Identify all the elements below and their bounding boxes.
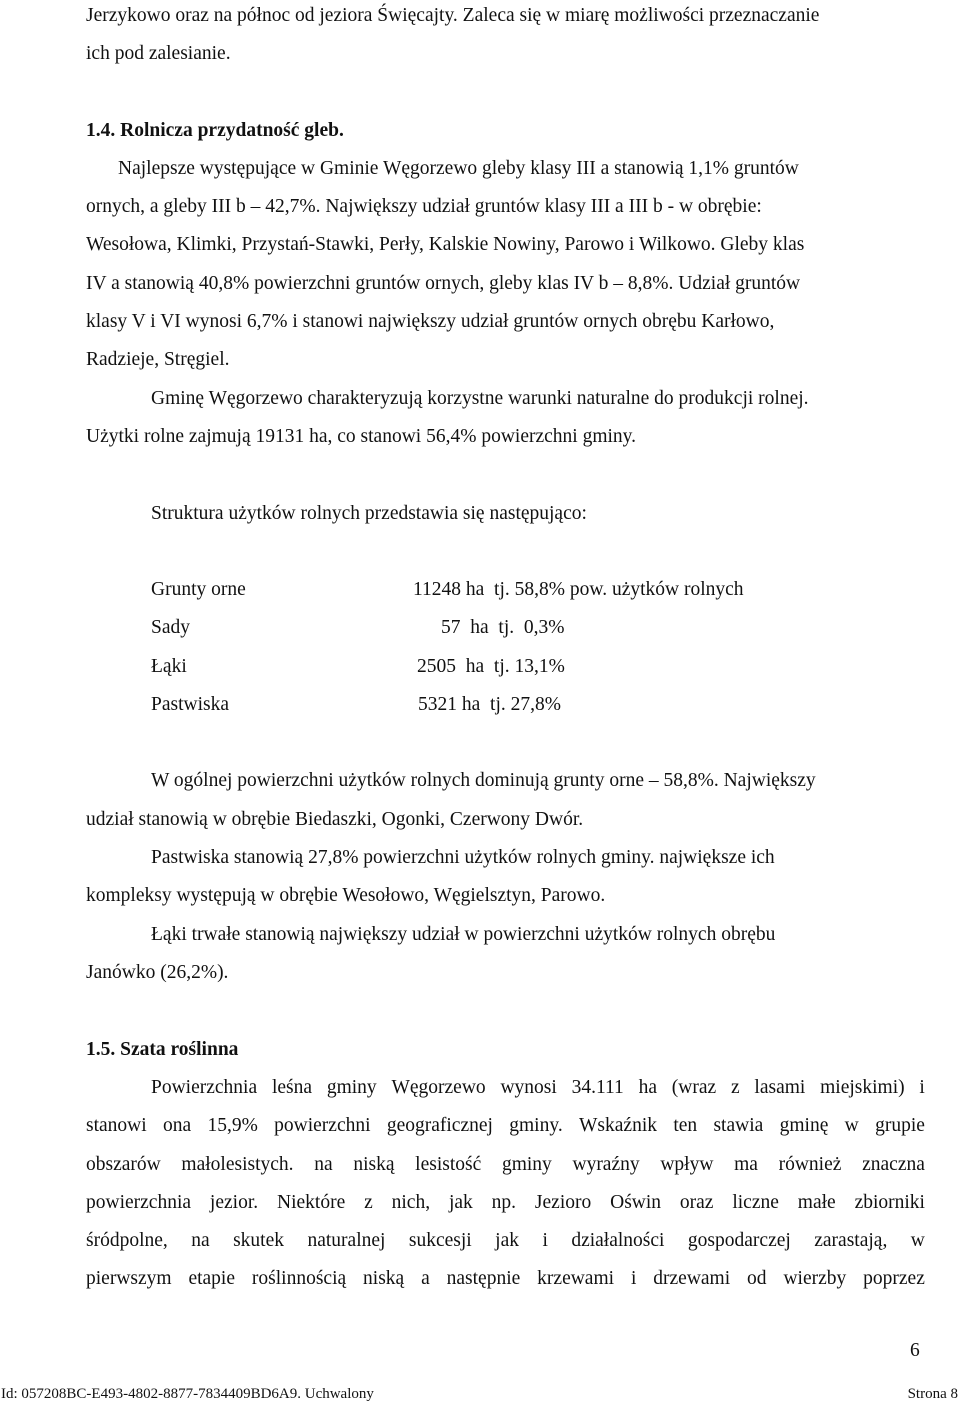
word: i bbox=[919, 1077, 925, 1098]
table-row-value: 5321 ha tj. 27,8% bbox=[418, 694, 561, 715]
word: ona bbox=[162, 1115, 192, 1136]
word: oraz bbox=[679, 1192, 714, 1213]
justified-line bbox=[86, 1267, 925, 1291]
word: lasami bbox=[754, 1077, 806, 1098]
word: gminy bbox=[326, 1077, 377, 1098]
table-row-value: 2505 ha tj. 13,1% bbox=[417, 656, 565, 677]
word: skutek bbox=[233, 1230, 285, 1251]
word: śródpolne, bbox=[86, 1230, 168, 1251]
table-row-name: Łąki bbox=[151, 656, 187, 677]
word: następnie bbox=[446, 1268, 521, 1289]
word: zarastają, bbox=[814, 1230, 888, 1251]
word: wpływ bbox=[660, 1154, 714, 1175]
justified-line bbox=[86, 1153, 925, 1177]
word: wynosi bbox=[500, 1077, 557, 1098]
section-heading: 1.5. Szata roślinna bbox=[86, 1039, 239, 1060]
word: nich, bbox=[391, 1192, 431, 1213]
text-line: ich pod zalesianie. bbox=[86, 43, 231, 64]
word: sukcesji bbox=[408, 1230, 472, 1251]
word: z bbox=[730, 1077, 740, 1098]
word: Jezioro bbox=[534, 1192, 592, 1213]
word: wierzby bbox=[783, 1268, 847, 1289]
text-line: Jerzykowo oraz na północ od jeziora Święcajty. Zaleca się w miarę możliwości przeznaczanie bbox=[86, 5, 820, 26]
word: niską bbox=[363, 1268, 405, 1289]
word: grupie bbox=[875, 1115, 925, 1136]
word: obszarów bbox=[86, 1154, 161, 1175]
word: stawia bbox=[713, 1115, 764, 1136]
word: np. bbox=[491, 1192, 517, 1213]
word: gminę bbox=[779, 1115, 829, 1136]
word: 15,9% bbox=[207, 1115, 258, 1136]
table-row-value: 57 ha tj. 0,3% bbox=[441, 617, 565, 638]
word: Niektóre bbox=[277, 1192, 346, 1213]
word: poprzez bbox=[863, 1268, 925, 1289]
word: geograficznej bbox=[386, 1115, 493, 1136]
text-line: ornych, a gleby III b – 42,7%. Największy udział gruntów klasy III a III b - w obrębie: bbox=[86, 196, 762, 217]
footer-id: Id: 057208BC-E493-4802-8877-7834409BD6A9. Uchwalony bbox=[1, 1386, 374, 1402]
word: na bbox=[191, 1230, 210, 1251]
word: krzewami bbox=[537, 1268, 615, 1289]
text-line: Pastwiska stanowią 27,8% powierzchni użytków rolnych gminy. największe ich bbox=[151, 847, 775, 868]
word: z bbox=[364, 1192, 373, 1213]
word: pierwszym bbox=[86, 1268, 172, 1289]
text-line: kompleksy występują w obrębie Wesołowo, Węgielsztyn, Parowo. bbox=[86, 885, 606, 906]
text-line: udział stanowią w obrębie Biedaszki, Ogonki, Czerwony Dwór. bbox=[86, 809, 584, 830]
word: jak bbox=[495, 1230, 519, 1251]
table-row-name: Pastwiska bbox=[151, 694, 229, 715]
text-line: Gminę Węgorzewo charakteryzują korzystne warunki naturalne do produkcji rolnej. bbox=[151, 388, 809, 409]
word: (wraz bbox=[671, 1077, 717, 1098]
text-line: IV a stanowią 40,8% powierzchni gruntów ornych, gleby klas IV b – 8,8%. Udział gruntów bbox=[86, 273, 801, 294]
word: Oświn bbox=[610, 1192, 662, 1213]
word: gospodarczej bbox=[687, 1230, 791, 1251]
word: Wskaźnik bbox=[579, 1115, 658, 1136]
text-line: Wesołowa, Klimki, Przystań-Stawki, Perły, Kalskie Nowiny, Parowo i Wilkowo. Gleby klas bbox=[86, 234, 805, 255]
text-line: Łąki trwałe stanowią największy udział w powierzchni użytków rolnych obrębu bbox=[151, 924, 776, 945]
word: ha bbox=[638, 1077, 657, 1098]
word: na bbox=[314, 1154, 333, 1175]
table-row-name: Grunty orne bbox=[151, 579, 246, 600]
word: roślinnością bbox=[251, 1268, 347, 1289]
word: jezior. bbox=[209, 1192, 259, 1213]
word: w bbox=[844, 1115, 859, 1136]
word: od bbox=[747, 1268, 767, 1289]
word: ma bbox=[734, 1154, 758, 1175]
word: działalności bbox=[571, 1230, 665, 1251]
word: jak bbox=[448, 1192, 473, 1213]
text-line: klasy V i VI wynosi 6,7% i stanowi największy udział gruntów ornych obrębu Karłowo, bbox=[86, 311, 775, 332]
text-line: W ogólnej powierzchni użytków rolnych dominują grunty orne – 58,8%. Największy bbox=[151, 770, 816, 791]
word: a bbox=[421, 1268, 430, 1289]
justified-line bbox=[86, 1114, 925, 1138]
word: w bbox=[910, 1230, 925, 1251]
text-line: Najlepsze występujące w Gminie Węgorzewo gleby klasy III a stanowią 1,1% gruntów bbox=[118, 158, 799, 179]
word: niską bbox=[353, 1154, 395, 1175]
word: etapie bbox=[188, 1268, 236, 1289]
word: 34.111 bbox=[571, 1077, 624, 1098]
word: ten bbox=[673, 1115, 698, 1136]
word: stanowi bbox=[86, 1115, 147, 1136]
text-line: Janówko (26,2%). bbox=[86, 962, 229, 983]
word: gminy bbox=[501, 1154, 552, 1175]
word: Węgorzewo bbox=[391, 1077, 486, 1098]
word: powierzchni bbox=[274, 1115, 371, 1136]
word: również bbox=[778, 1154, 842, 1175]
word: drzewami bbox=[653, 1268, 731, 1289]
text-line: Radzieje, Stręgiel. bbox=[86, 349, 230, 370]
word: wyraźny bbox=[572, 1154, 640, 1175]
justified-line bbox=[86, 1229, 925, 1253]
justified-line bbox=[151, 1076, 925, 1100]
word: gminy. bbox=[509, 1115, 563, 1136]
word: Powierzchnia bbox=[151, 1077, 258, 1098]
section-heading: 1.4. Rolnicza przydatność gleb. bbox=[86, 120, 344, 141]
text-line: Użytki rolne zajmują 19131 ha, co stanowi 56,4% powierzchni gminy. bbox=[86, 426, 637, 447]
word: i bbox=[630, 1268, 637, 1289]
word: zbiorniki bbox=[854, 1192, 925, 1213]
word: lesistość bbox=[415, 1154, 482, 1175]
word: powierzchnia bbox=[86, 1192, 192, 1213]
word: znaczna bbox=[862, 1154, 925, 1175]
word: małe bbox=[797, 1192, 836, 1213]
word: miejskimi) bbox=[820, 1077, 905, 1098]
word: naturalnej bbox=[307, 1230, 386, 1251]
structure-intro: Struktura użytków rolnych przedstawia się następująco: bbox=[151, 503, 587, 524]
table-row-value: 11248 ha tj. 58,8% pow. użytków rolnych bbox=[413, 579, 744, 600]
word: liczne bbox=[732, 1192, 779, 1213]
page-number: 6 bbox=[910, 1340, 920, 1361]
word: i bbox=[542, 1230, 548, 1251]
table-row-name: Sady bbox=[151, 617, 190, 638]
footer-page-label: Strona 8 bbox=[907, 1386, 958, 1402]
word: leśna bbox=[271, 1077, 313, 1098]
justified-line bbox=[86, 1191, 925, 1215]
word: małolesistych. bbox=[181, 1154, 294, 1175]
